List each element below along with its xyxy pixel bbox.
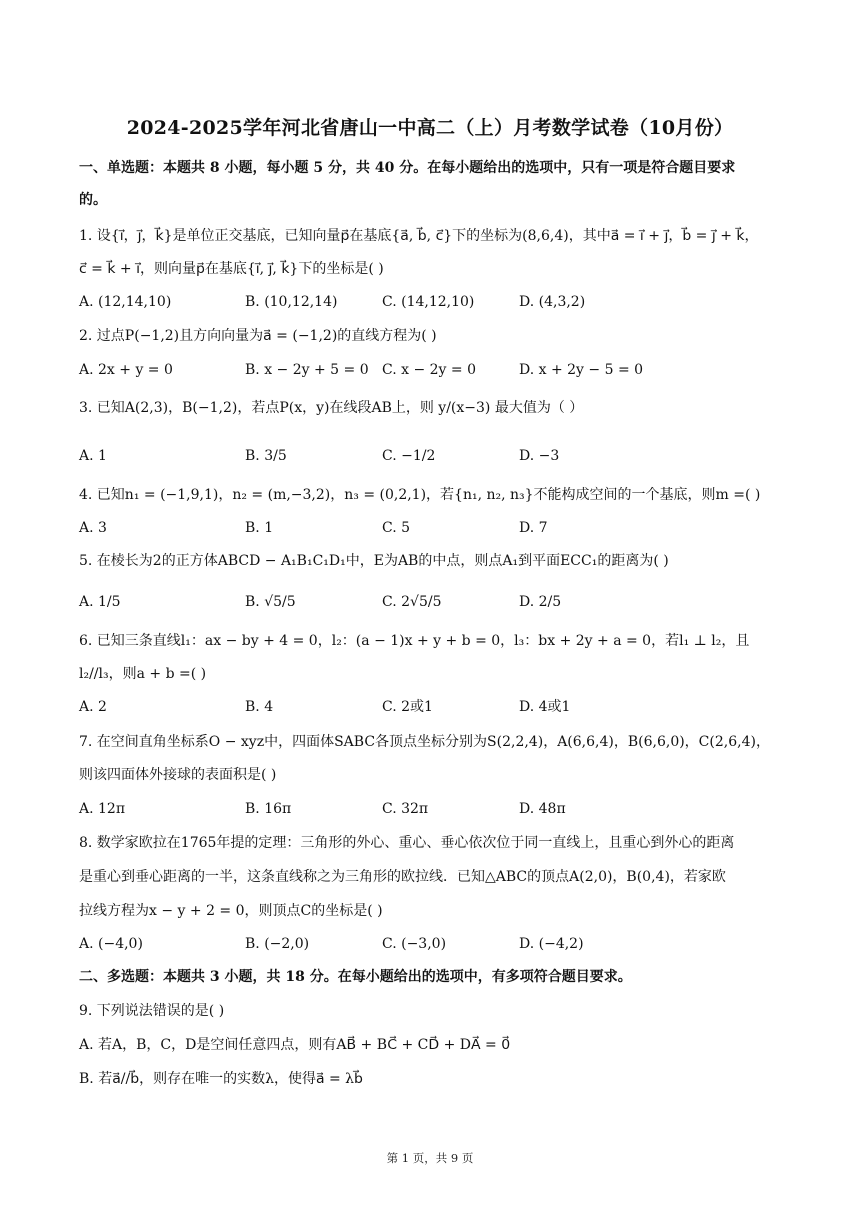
q4-option-c: C. 5 [382, 520, 411, 536]
q7-option-a: A. 12π [79, 801, 126, 817]
q5-option-b: B. √5/5 [245, 594, 296, 610]
question-5-text: 5. 在棱长为2的正方体ABCD − A₁B₁C₁D₁中，E为AB的中点，则点A₁到平面ECC₁的距离为( ) [79, 553, 669, 569]
q8-option-b: B. (−2,0) [245, 936, 310, 952]
q6-option-a: A. 2 [79, 699, 107, 715]
question-2-text: 2. 过点P(−1,2)且方向向量为a⃗ = (−1,2)的直线方程为( ) [79, 328, 437, 344]
q1-option-a: A. (12,14,10) [79, 294, 172, 310]
q8-option-a: A. (−4,0) [79, 936, 143, 952]
q2-option-b: B. x − 2y + 5 = 0 [245, 362, 369, 378]
q4-option-b: B. 1 [245, 520, 274, 536]
q9-option-a: A. 若A，B，C，D是空间任意四点，则有AB⃗ + BC⃗ + CD⃗ + DA⃗ = 0⃗ [79, 1037, 511, 1053]
section-1-heading-cont: 的。 [79, 192, 107, 208]
q3-option-a: A. 1 [79, 448, 107, 464]
question-3-text: 3. 已知A(2,3)，B(−1,2)，若点P(x，y)在线段AB上，则 y/(x−3) 最大值为（ ） [79, 400, 584, 416]
page-title: 2024-2025学年河北省唐山一中高二（上）月考数学试卷（10月份） [126, 117, 734, 139]
question-9-text: 9. 下列说法错误的是( ) [79, 1003, 225, 1019]
question-8-text-cont-1: 是重心到垂心距离的一半，这条直线称之为三角形的欧拉线．已知△ABC的顶点A(2,0)，B(0,4)，若家欧 [79, 869, 726, 885]
q9-option-b: B. 若a⃗//b⃗，则存在唯一的实数λ，使得a⃗ = λb⃗ [79, 1071, 363, 1087]
q4-option-a: A. 3 [79, 520, 107, 536]
q5-option-a: A. 1/5 [79, 594, 121, 610]
q8-option-d: D. (−4,2) [519, 936, 584, 952]
q1-option-c: C. (14,12,10) [382, 294, 475, 310]
q1-option-b: B. (10,12,14) [245, 294, 338, 310]
q6-option-c: C. 2或1 [382, 699, 433, 715]
q5-option-c: C. 2√5/5 [382, 594, 442, 610]
section-1-heading: 一、单选题：本题共 8 小题，每小题 5 分，共 40 分。在每小题给出的选项中，只有一项是符合题目要求 [79, 160, 736, 176]
q7-option-c: C. 32π [382, 801, 429, 817]
q8-option-c: C. (−3,0) [382, 936, 447, 952]
question-7-text: 7. 在空间直角坐标系O − xyz中，四面体SABC各顶点坐标分别为S(2,2,4)，A(6,6,4)，B(6,6,0)，C(2,6,4)， [79, 734, 770, 750]
q3-option-b: B. 3/5 [245, 448, 287, 464]
question-1-text: 1. 设{i⃗，j⃗，k⃗}是单位正交基底，已知向量p⃗在基底{a⃗, b⃗, c⃗}下的坐标为(8,6,4)，其中a⃗ = i⃗ + j⃗，b⃗ = j⃗ + k⃗， [79, 228, 759, 244]
q6-option-b: B. 4 [245, 699, 274, 715]
question-6-text-cont: l₂//l₃，则a + b =( ) [79, 666, 207, 682]
q4-option-d: D. 7 [519, 520, 548, 536]
q1-option-d: D. (4,3,2) [519, 294, 586, 310]
q7-option-b: B. 16π [245, 801, 292, 817]
q3-option-c: C. −1/2 [382, 448, 436, 464]
question-6-text: 6. 已知三条直线l₁：ax − by + 4 = 0，l₂：(a − 1)x + y + b = 0，l₃：bx + 2y + a = 0，若l₁ ⊥ l₂，且 [79, 633, 750, 649]
q3-option-d: D. −3 [519, 448, 560, 464]
page-footer: 第 1 页，共 9 页 [386, 1151, 474, 1165]
question-8-text: 8. 数学家欧拉在1765年提的定理：三角形的外心、重心、垂心依次位于同一直线上，且重心到外心的距离 [79, 835, 735, 851]
q7-option-d: D. 48π [519, 801, 566, 817]
q2-option-a: A. 2x + y = 0 [79, 362, 173, 378]
question-7-text-cont: 则该四面体外接球的表面积是( ) [79, 767, 277, 783]
question-1-text-cont: c⃗ = k⃗ + i⃗，则向量p⃗在基底{i⃗, j⃗, k⃗}下的坐标是( ) [79, 261, 384, 277]
q2-option-c: C. x − 2y = 0 [382, 362, 476, 378]
q5-option-d: D. 2/5 [519, 594, 562, 610]
question-4-text: 4. 已知n₁ = (−1,9,1)，n₂ = (m,−3,2)，n₃ = (0,2,1)，若{n₁, n₂, n₃}不能构成空间的一个基底，则m =( ) [79, 487, 761, 503]
q2-option-d: D. x + 2y − 5 = 0 [519, 362, 644, 378]
section-2-heading: 二、多选题：本题共 3 小题，共 18 分。在每小题给出的选项中，有多项符合题目要求。 [79, 969, 632, 985]
q6-option-d: D. 4或1 [519, 699, 571, 715]
question-8-text-cont-2: 拉线方程为x − y + 2 = 0，则顶点C的坐标是( ) [79, 903, 383, 919]
